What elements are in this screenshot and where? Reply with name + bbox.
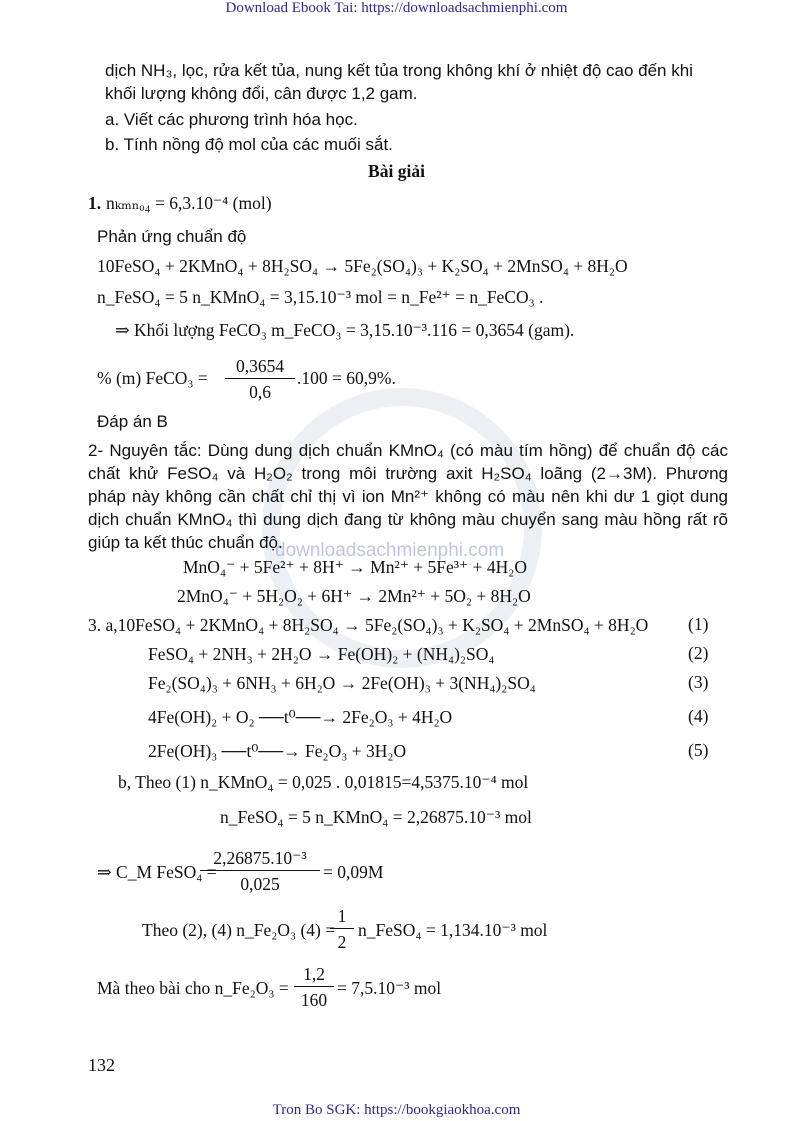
q2-equation-2: 2MnO₄⁻ + 5H₂O₂ + 6H⁺ → 2Mn²⁺ + 5O₂ + 8H₂O — [177, 586, 531, 606]
footer-sgk-link[interactable]: Tron Bo SGK: https://bookgiaokhoa.com — [272, 1102, 521, 1118]
problem-line-1: dịch NH₃, lọc, rửa kết tủa, nung kết tủa trong không khí ở nhiệt độ cao đến khi — [105, 61, 693, 80]
q3-equation-4-number: (4) — [688, 706, 709, 726]
q1-n-kmno4: nₖₘₙₒ₄ = 6,3.10⁻⁴ (mol) — [106, 193, 272, 213]
fraction-denominator: 0,6 — [249, 382, 271, 402]
q3-equation-1-number: (1) — [688, 614, 709, 634]
q1-percent-result: .100 = 60,9%. — [297, 368, 396, 388]
q3b-cm-result: = 0,09M — [323, 862, 384, 882]
q3b-n-feso4: n_FeSO₄ = 5 n_KMnO₄ = 2,26875.10⁻³ mol — [220, 807, 532, 827]
q1-equation: 10FeSO₄ + 2KMnO₄ + 8H₂SO₄ → 5Fe₂(SO₄)₃ + K₂SO₄ + 2MnSO₄ + 8H₂O — [97, 256, 628, 276]
q1-percent-fraction — [225, 355, 295, 403]
problem-part-a: a. Viết các phương trình hóa học. — [105, 110, 358, 129]
q3-equation-2-number: (2) — [688, 643, 709, 663]
q3b-n-kmno4: b, Theo (1) n_KMnO₄ = 0,025 . 0,01815=4,5375.10⁻⁴ mol — [118, 772, 529, 792]
fraction-denominator: 2 — [337, 932, 347, 952]
q3-equation-2: FeSO₄ + 2NH₃ + 2H₂O → Fe(OH)₂ + (NH₄)₂SO₄ — [148, 644, 495, 664]
q3b-ma-result: = 7,5.10⁻³ mol — [337, 978, 442, 998]
q2-principle-line-5: giúp ta kết thúc chuẩn độ. — [88, 533, 283, 552]
watermark-text: downloadsachmienphi.com — [275, 540, 505, 561]
q1-answer: Đáp án B — [97, 412, 168, 431]
fraction-numerator: 0,3654 — [225, 355, 295, 379]
q3b-cm-label: ⇒ C_M FeSO₄ = — [97, 862, 217, 882]
q3b-cm-fraction — [200, 847, 320, 895]
fraction-numerator: 2,26875.10⁻³ — [200, 847, 320, 871]
q1-label: 1. — [88, 193, 102, 213]
q3-equation-3-number: (3) — [688, 672, 709, 692]
q2-principle-line-2: chất khử FeSO₄ và H₂O₂ trong môi trường axit H₂SO₄ loãng (2→3M). Phương — [88, 464, 728, 483]
q1-percent-label: % (m) FeCO₃ = — [97, 368, 208, 388]
q3b-theo-result: n_FeSO₄ = 1,134.10⁻³ mol — [358, 920, 548, 940]
q2-equation-1: MnO₄⁻ + 5Fe²⁺ + 8H⁺ → Mn²⁺ + 5Fe³⁺ + 4H₂O — [183, 557, 528, 577]
q3-equation-4: 4Fe(OH)₂ + O₂ ──t⁰──→ 2Fe₂O₃ + 4H₂O — [148, 707, 453, 727]
problem-part-b: b. Tính nồng độ mol của các muối sắt. — [105, 135, 393, 154]
q3b-theo-fraction — [330, 905, 354, 953]
q1-mass-feco3: ⇒ Khối lượng FeCO₃ m_FeCO₃ = 3,15.10⁻³.116 = 0,3654 (gam). — [115, 320, 575, 340]
q1-titration-heading: Phản ứng chuẩn độ — [97, 227, 247, 246]
q2-principle-line-3: pháp này không cần chất chỉ thị vì ion Mn²⁺ không có màu nên khi dư 1 giọt dung — [88, 487, 728, 506]
q3b-ma-fraction — [294, 963, 334, 1011]
q3-equation-5-number: (5) — [688, 740, 709, 760]
q3-equation-3: Fe₂(SO₄)₃ + 6NH₃ + 6H₂O → 2Fe(OH)₃ + 3(NH₄)₂SO₄ — [148, 673, 536, 693]
q3b-ma-label: Mà theo bài cho n_Fe₂O₃ = — [97, 978, 289, 998]
solution-title: Bài giải — [368, 161, 425, 181]
problem-line-2: khối lượng không đổi, cân được 1,2 gam. — [105, 84, 418, 103]
q2-principle-line-1: 2- Nguyên tắc: Dùng dung dịch chuẩn KMnO₄ (có màu tím hồng) để chuẩn độ các — [88, 441, 728, 460]
fraction-numerator: 1,2 — [294, 963, 334, 987]
q3b-theo-label: Theo (2), (4) n_Fe₂O₃ (4) = — [142, 920, 336, 940]
q1-n-feso4: n_FeSO₄ = 5 n_KMnO₄ = 3,15.10⁻³ mol = n_Fe²⁺ = n_FeCO₃ . — [97, 287, 544, 307]
fraction-denominator: 0,025 — [240, 874, 280, 894]
q3-equation-5: 2Fe(OH)₃ ──t⁰──→ Fe₂O₃ + 3H₂O — [148, 741, 407, 761]
fraction-numerator: 1 — [330, 905, 354, 929]
page-number: 132 — [88, 1055, 115, 1075]
q2-principle-line-4: dịch chuẩn KMnO₄ thì dung dịch đang từ không màu chuyển sang màu hồng rất rõ — [88, 510, 728, 529]
header-download-link[interactable]: Download Ebook Tai: https://downloadsachmienphi.com — [225, 0, 568, 16]
q3-equation-1: 3. a,10FeSO₄ + 2KMnO₄ + 8H₂SO₄ → 5Fe₂(SO₄)₃ + K₂SO₄ + 2MnSO₄ + 8H₂O — [88, 615, 649, 635]
fraction-denominator: 160 — [300, 990, 328, 1010]
